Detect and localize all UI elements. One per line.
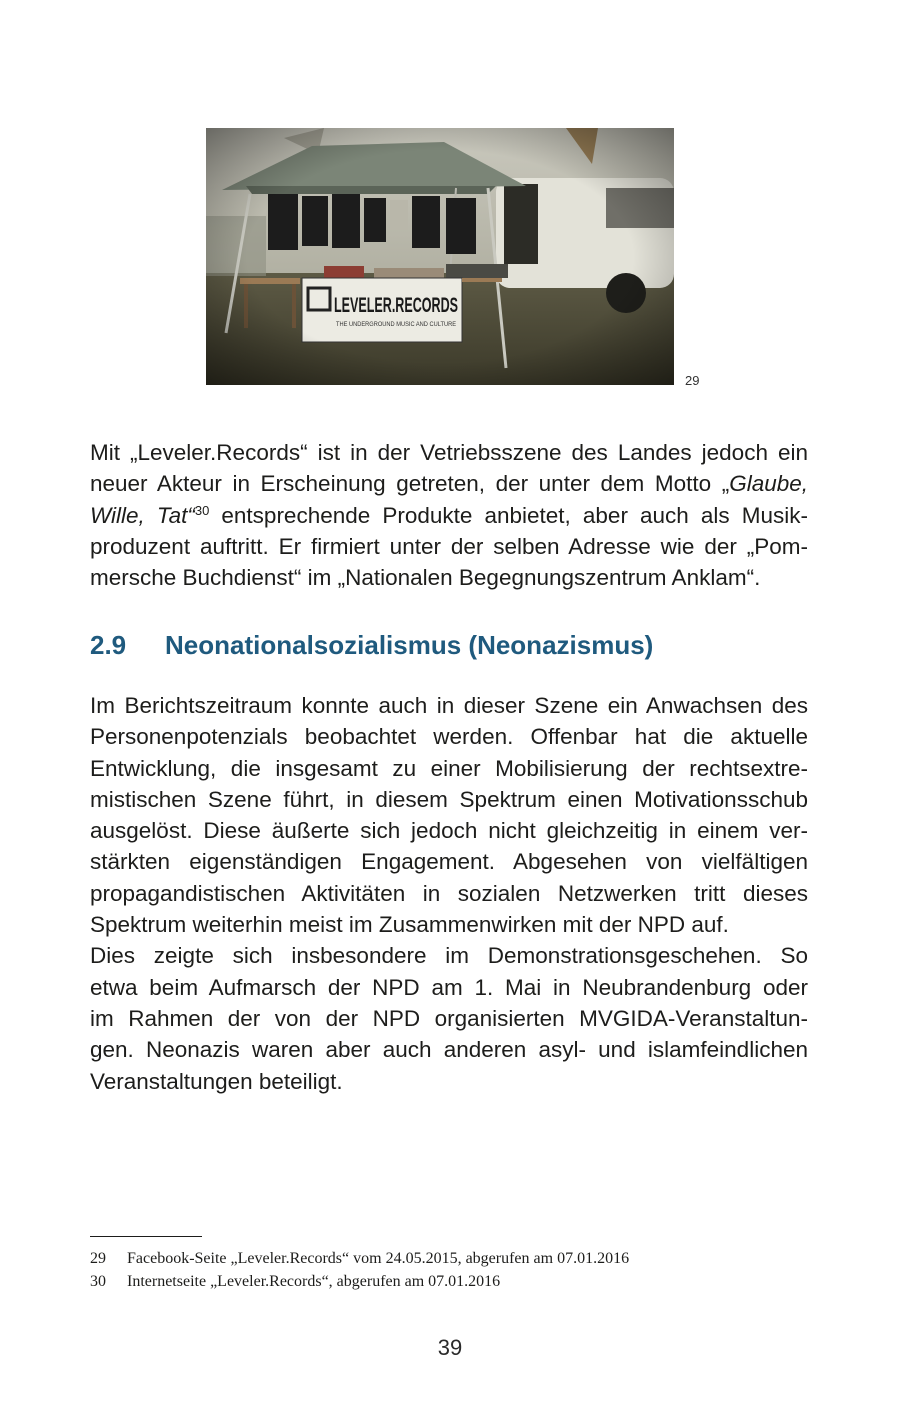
footnote-text: Facebook-Seite „Leveler.Records“ vom 24.05.2015, abgerufen am 07.01.2016 xyxy=(127,1250,630,1267)
market-stall-photo xyxy=(206,128,674,385)
footnote-item xyxy=(90,1270,790,1293)
footnotes xyxy=(90,1247,790,1293)
paragraph-line: Entwicklung, die insgesamt zu einer Mobilisierung der rechtsextre- xyxy=(90,755,808,781)
paragraph-line: etwa beim Aufmarsch der NPD am 1. Mai in Neubrandenburg oder xyxy=(90,974,808,1000)
figure-photo xyxy=(206,128,674,385)
section-heading xyxy=(90,630,653,661)
paragraph-line: Im Berichtszeitraum konnte auch in dieser Szene ein Anwachsen des xyxy=(90,693,808,718)
footnote-text: Internetseite „Leveler.Records“, abgerufen am 07.01.2016 xyxy=(127,1273,501,1290)
paragraph-line: mistischen Szene führt, in diesem Spektrum einen Motivationsschub xyxy=(90,786,808,812)
paragraph-line: ausgelöst. Diese äußerte sich jedoch nicht gleichzeitig in einem ver- xyxy=(90,818,808,844)
footnote-divider xyxy=(90,1236,202,1237)
paragraph-line: Personenpotenzials beobachtet werden. Offenbar hat die aktuelle xyxy=(90,724,808,750)
section-number: 2.9 xyxy=(90,630,127,660)
paragraph-line: stärkten eigenständigen Engagement. Abgesehen von vielfältigen xyxy=(90,849,808,875)
paragraph-leveler-records xyxy=(90,437,808,593)
page-number: 39 xyxy=(437,1335,463,1360)
footnote-ref: 30 xyxy=(194,502,210,518)
paragraph-line: produzent auftritt. Er firmiert unter der selben Adresse wie der „Pom- xyxy=(90,533,808,559)
figure-footnote-ref: 29 xyxy=(685,373,700,388)
paragraph-line: propagandistischen Aktivitäten in sozialen Netzwerken tritt dieses xyxy=(90,880,808,906)
paragraph-line: neuer Akteur in Erscheinung getreten, der unter dem Motto „Glaube, xyxy=(90,471,808,497)
paragraph-line: Veranstaltungen beteiligt. xyxy=(90,1068,343,1094)
footnote-item xyxy=(90,1247,790,1270)
paragraph-line: Wille, Tat“$^{30}$ entsprechende Produkte anbietet, aber auch als Musik- xyxy=(90,502,808,528)
section-title: Neonationalsozialismus (Neonazismus) xyxy=(165,630,654,660)
paragraph-line: Dies zeigte sich insbesondere im Demonstrationsgeschehen. So xyxy=(90,943,808,969)
footnote-number: 29 xyxy=(90,1250,106,1267)
paragraph-line: mersche Buchdienst“ im „Nationalen Begegnungszentrum Anklam“. xyxy=(90,565,761,591)
paragraph-line: gen. Neonazis waren aber auch anderen asyl- und islamfeindlichen xyxy=(90,1037,808,1063)
paragraph-line: Mit „Leveler.Records“ ist in der Vetriebsszene des Landes jedoch ein xyxy=(90,440,808,465)
paragraph-line: Spektrum weiterhin meist im Zusammenwirken mit der NPD auf. xyxy=(90,912,729,938)
paragraph-neonazism xyxy=(90,690,808,1097)
paragraph-line: im Rahmen der von der NPD organisierten MVGIDA-Veranstaltun- xyxy=(90,1005,808,1031)
footnote-number: 30 xyxy=(90,1273,106,1290)
